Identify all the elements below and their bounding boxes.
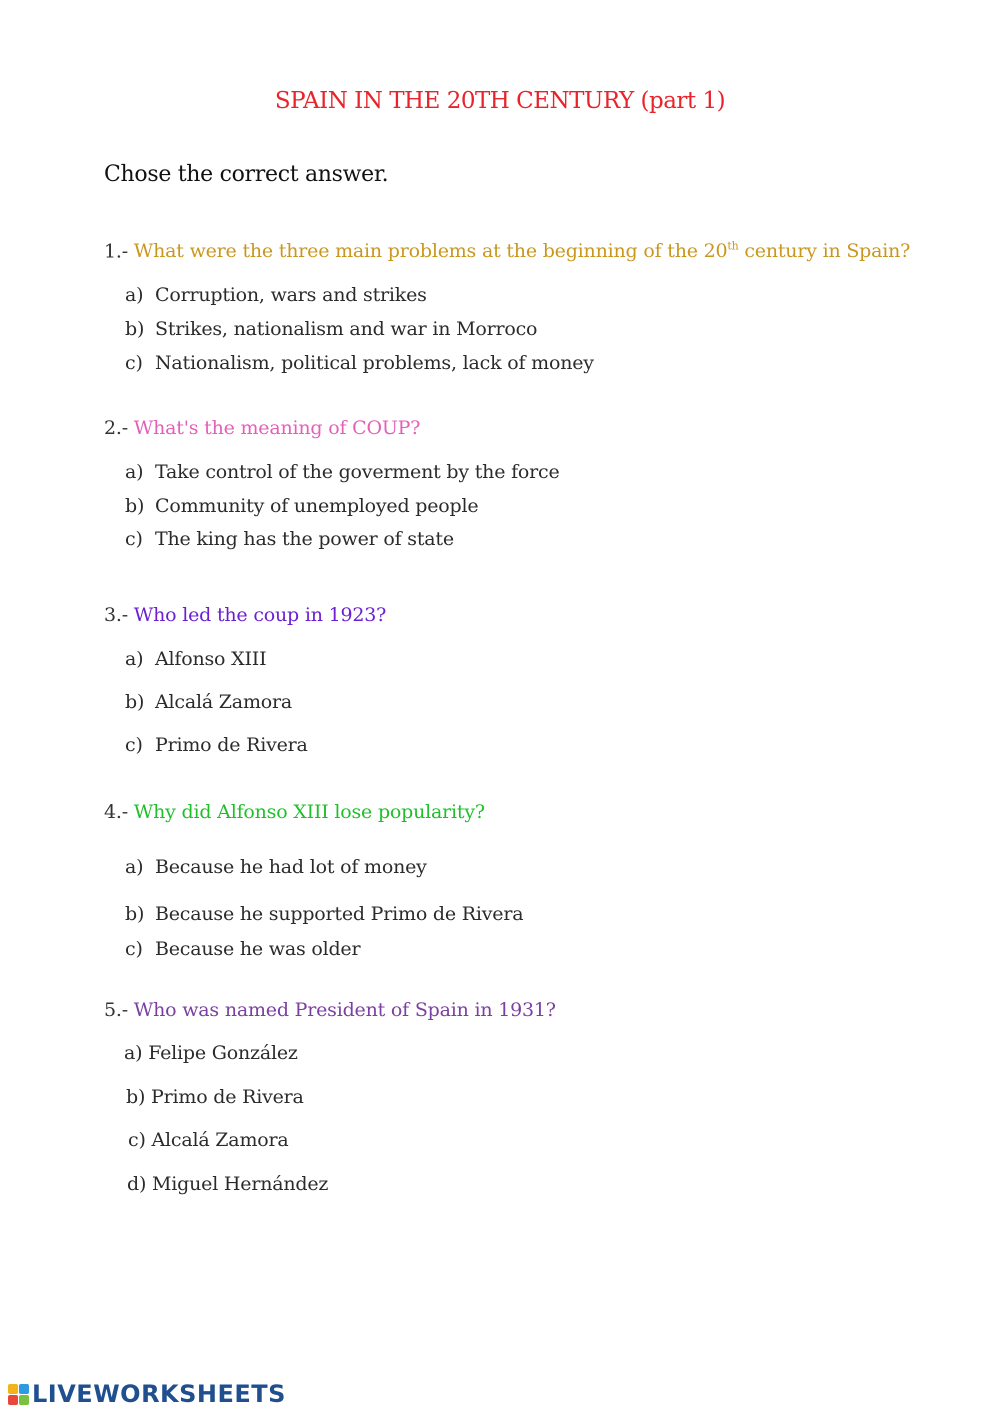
- logo-square: [8, 1395, 18, 1405]
- answer-option[interactable]: [125, 495, 478, 517]
- logo-text: LIVEWORKSHEETS: [32, 1380, 286, 1408]
- answer-option[interactable]: [125, 352, 594, 374]
- answer-option[interactable]: [125, 528, 454, 550]
- question-number: 4.-: [104, 801, 134, 823]
- option-text: Miguel Hernández: [152, 1173, 329, 1195]
- logo-square: [19, 1395, 29, 1405]
- answer-option[interactable]: [125, 734, 308, 756]
- option-letter: c): [125, 528, 143, 550]
- question-text-end: century in Spain?: [738, 240, 911, 263]
- option-letter: c): [125, 352, 143, 374]
- liveworksheets-logo[interactable]: [8, 1380, 286, 1408]
- answer-option[interactable]: [125, 648, 266, 670]
- option-text: Because he had lot of money: [155, 856, 427, 878]
- answer-option[interactable]: [125, 318, 537, 340]
- option-letter: c): [128, 1129, 146, 1151]
- option-text: Primo de Rivera: [151, 1086, 304, 1108]
- option-letter: a): [125, 648, 144, 670]
- option-text: Take control of the goverment by the force: [155, 461, 560, 483]
- option-text: Because he supported Primo de Rivera: [155, 903, 524, 925]
- option-text: The king has the power of state: [155, 528, 454, 550]
- question-text: Why did Alfonso XIII lose popularity?: [133, 801, 485, 823]
- option-text: Felipe González: [148, 1042, 298, 1064]
- option-letter: b): [125, 318, 145, 340]
- option-text: Strikes, nationalism and war in Morroco: [155, 318, 538, 340]
- question-text: What's the meaning of COUP?: [133, 417, 421, 439]
- option-letter: a): [125, 284, 144, 306]
- question-number: 5.-: [104, 999, 134, 1021]
- option-letter: c): [125, 938, 143, 960]
- option-letter: b): [126, 1086, 146, 1108]
- answer-option[interactable]: [125, 856, 427, 878]
- answer-option[interactable]: [126, 1086, 304, 1108]
- answer-option[interactable]: [125, 691, 292, 713]
- option-text: Primo de Rivera: [155, 734, 308, 756]
- liveworksheets-logo-icon: [8, 1384, 29, 1405]
- answer-option[interactable]: [125, 903, 523, 925]
- option-text: Community of unemployed people: [155, 495, 479, 517]
- logo-square: [19, 1384, 29, 1394]
- option-text: Alcalá Zamora: [155, 691, 293, 713]
- question-3: [104, 604, 386, 626]
- option-text: Alfonso XIII: [155, 648, 267, 670]
- question-number: 1.-: [104, 240, 134, 263]
- question-number: 3.-: [104, 604, 134, 626]
- option-text: Nationalism, political problems, lack of money: [155, 352, 594, 374]
- instruction-text: Chose the correct answer.: [104, 162, 389, 187]
- question-text: Who was named President of Spain in 1931?: [133, 999, 556, 1021]
- answer-option[interactable]: [127, 1173, 328, 1195]
- logo-square: [8, 1384, 18, 1394]
- option-letter: a): [124, 1042, 143, 1064]
- worksheet-title: SPAIN IN THE 20TH CENTURY (part 1): [274, 88, 726, 114]
- option-letter: b): [125, 903, 145, 925]
- question-number: 2.-: [104, 417, 134, 439]
- option-letter: b): [125, 495, 145, 517]
- option-letter: c): [125, 734, 143, 756]
- question-5: [104, 999, 556, 1021]
- question-text-main: What were the three main problems at the beginning of the 20: [133, 240, 728, 263]
- question-4: [104, 801, 485, 823]
- answer-option[interactable]: [128, 1129, 289, 1151]
- answer-option[interactable]: [125, 938, 360, 960]
- question-text: Who led the coup in 1923?: [133, 604, 387, 626]
- option-text: Alcalá Zamora: [151, 1129, 289, 1151]
- option-letter: b): [125, 691, 145, 713]
- question-1: [104, 240, 910, 262]
- answer-option[interactable]: [125, 461, 560, 483]
- answer-option[interactable]: [124, 1042, 298, 1064]
- option-text: Because he was older: [155, 938, 361, 960]
- option-letter: a): [125, 461, 144, 483]
- option-letter: d): [127, 1173, 147, 1195]
- superscript: th: [727, 240, 739, 253]
- question-text: [134, 240, 910, 262]
- option-text: Corruption, wars and strikes: [155, 284, 427, 306]
- answer-option[interactable]: [125, 284, 427, 306]
- option-letter: a): [125, 856, 144, 878]
- question-2: [104, 417, 420, 439]
